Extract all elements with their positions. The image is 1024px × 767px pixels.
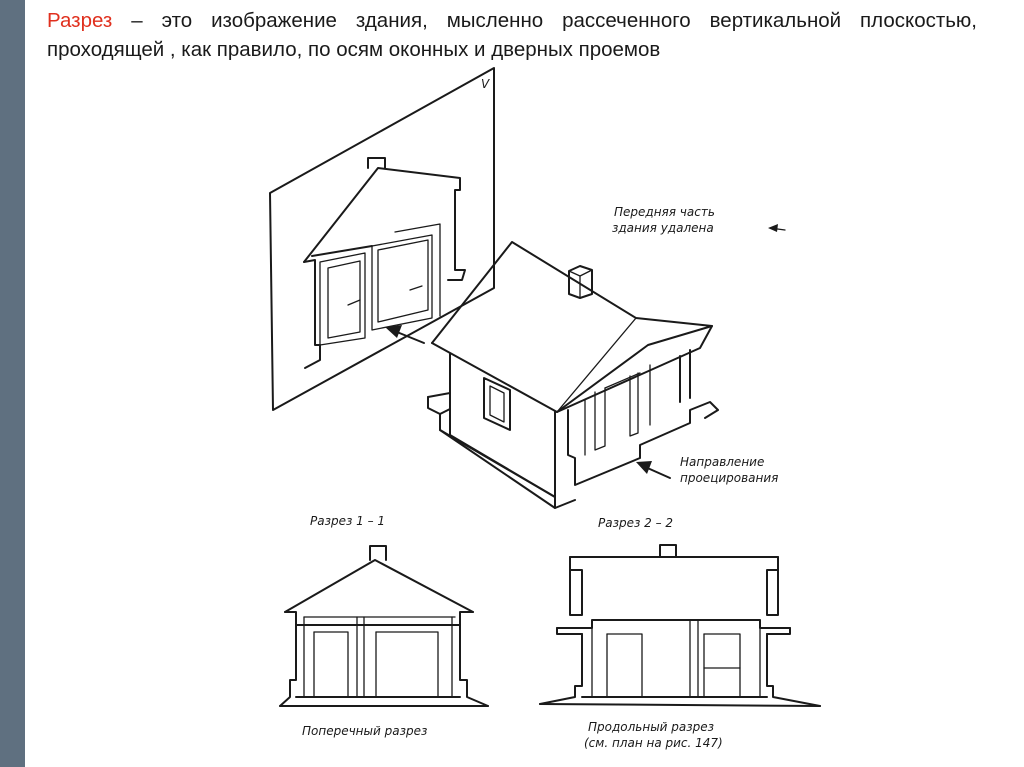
section-2-reference: (см. план на рис. 147) — [584, 736, 723, 750]
plane-section-image — [304, 158, 465, 368]
section-1-caption: Поперечный разрез — [302, 724, 428, 738]
projection-direction-note-line-1: Направление — [680, 455, 765, 469]
front-removed-note-line-1: Передняя часть — [614, 205, 715, 219]
front-removed-note-line-2: здания удалена — [612, 221, 714, 235]
isometric-house — [428, 242, 718, 508]
projection-direction-annotation — [636, 455, 778, 485]
front-removed-annotation — [612, 205, 785, 235]
section-2-2 — [540, 516, 820, 750]
section-1-title: Разрез 1 – 1 — [310, 514, 386, 528]
heading-term: Разрез — [47, 9, 113, 32]
section-2-title: Разрез 2 – 2 — [598, 516, 674, 530]
heading-definition: – это изображение здания, мысленно рассеченного вертикальной плоскостью, проходящей , как правило, по осям оконных и дверных проемов — [47, 9, 977, 61]
projection-direction-note-line-2: проецирования — [680, 471, 779, 485]
arrow-to-plane — [385, 325, 424, 343]
plane-mark-label: V — [481, 77, 490, 91]
section-2-caption: Продольный разрез — [588, 720, 715, 734]
section-1-1 — [280, 514, 488, 738]
